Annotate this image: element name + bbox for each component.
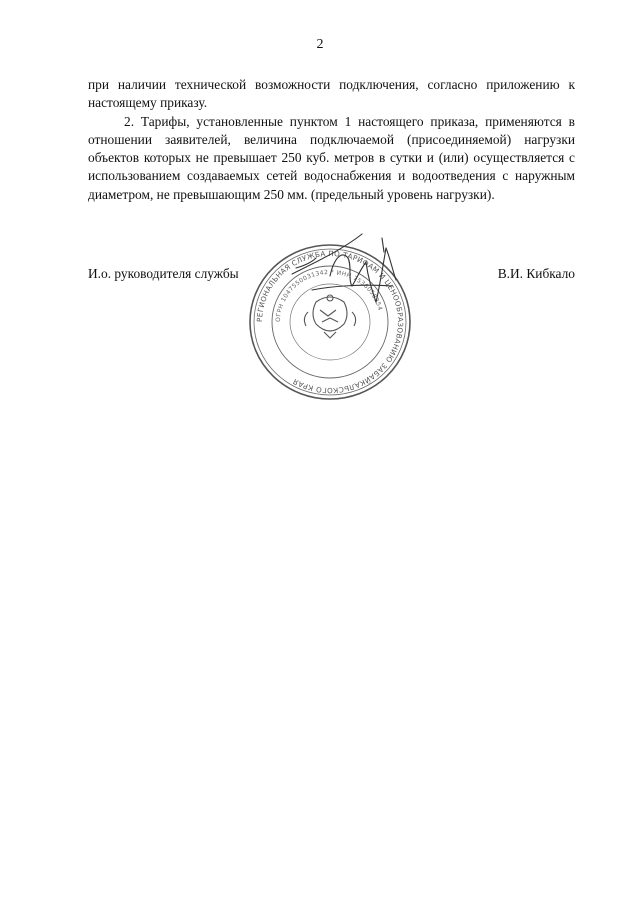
signer-title: И.о. руководителя службы <box>88 266 239 281</box>
paragraph-item-2: 2. Тарифы, установленные пунктом 1 настоящего приказа, применяются в отношении заявителей, величина подключаемой (присоединяемой) нагрузки объектов которых не превышает 250 куб. метров в сутки и (или) осуществляется с использованием создаваемых сетей водоснабжения и водоотведения с наружным диаметром, не превышающим 250 мм. (предельный уровень нагрузки). <box>88 113 575 202</box>
page-number: 2 <box>316 37 324 52</box>
document-body <box>88 76 575 204</box>
signature-block <box>88 266 575 286</box>
seal-inner-text: ОГРН 1047550031342 * ИНН 7536058354 <box>274 268 384 323</box>
seal-outer-text: РЕГИОНАЛЬНАЯ СЛУЖБА ПО ТАРИФАМ И ЦЕНООБРАЗОВАНИЮ ЗАБАЙКАЛЬСКОГО КРАЯ <box>254 248 406 396</box>
paragraph-continuation: при наличии технической возможности подключения, согласно приложению к настоящему приказу. <box>88 77 575 111</box>
signer-name: В.И. Кибкало <box>497 266 575 281</box>
